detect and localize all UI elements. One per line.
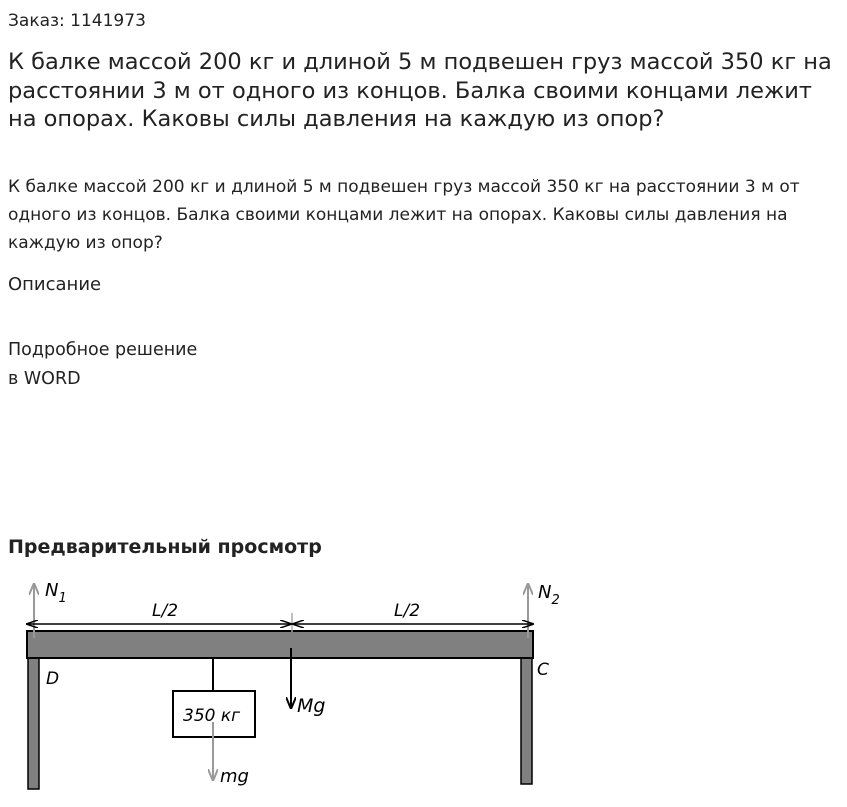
n1-label: $N_1$ xyxy=(45,580,67,606)
beam-diagram xyxy=(0,570,600,807)
solution-line-1: Подробное решение xyxy=(8,340,198,360)
problem-description: К балке массой 200 кг и длиной 5 м подвешен груз массой 350 кг на расстоянии 3 м от одного из концов. Балка своими концами лежит на опорах. Каковы силы давления на каждую из опор? xyxy=(8,177,800,253)
load-label: 350 кг xyxy=(183,706,241,726)
order-number: Заказ: 1141973 xyxy=(8,11,146,31)
load-weight-label: mg xyxy=(220,766,249,787)
solution-line-2: в WORD xyxy=(8,369,81,389)
beam xyxy=(27,631,533,658)
right-half-label: L/2 xyxy=(394,601,421,621)
beam-weight-label: Mg xyxy=(297,695,326,717)
support-c-label: C xyxy=(537,660,549,680)
support-d-label: D xyxy=(46,669,60,689)
preview-heading: Предварительный просмотр xyxy=(8,536,322,558)
description-heading: Описание xyxy=(8,274,102,295)
problem-title: К балке массой 200 кг и длиной 5 м подвешен груз массой 350 кг на расстоянии 3 м от одного из концов. Балка своими концами лежит на опорах. Каковы силы давления на каждую из опор? xyxy=(8,49,832,132)
left-half-label: L/2 xyxy=(152,601,179,621)
left-support xyxy=(28,656,39,789)
right-support xyxy=(521,656,532,784)
n2-label: $N_2$ xyxy=(538,582,560,608)
solution-info xyxy=(8,336,197,394)
